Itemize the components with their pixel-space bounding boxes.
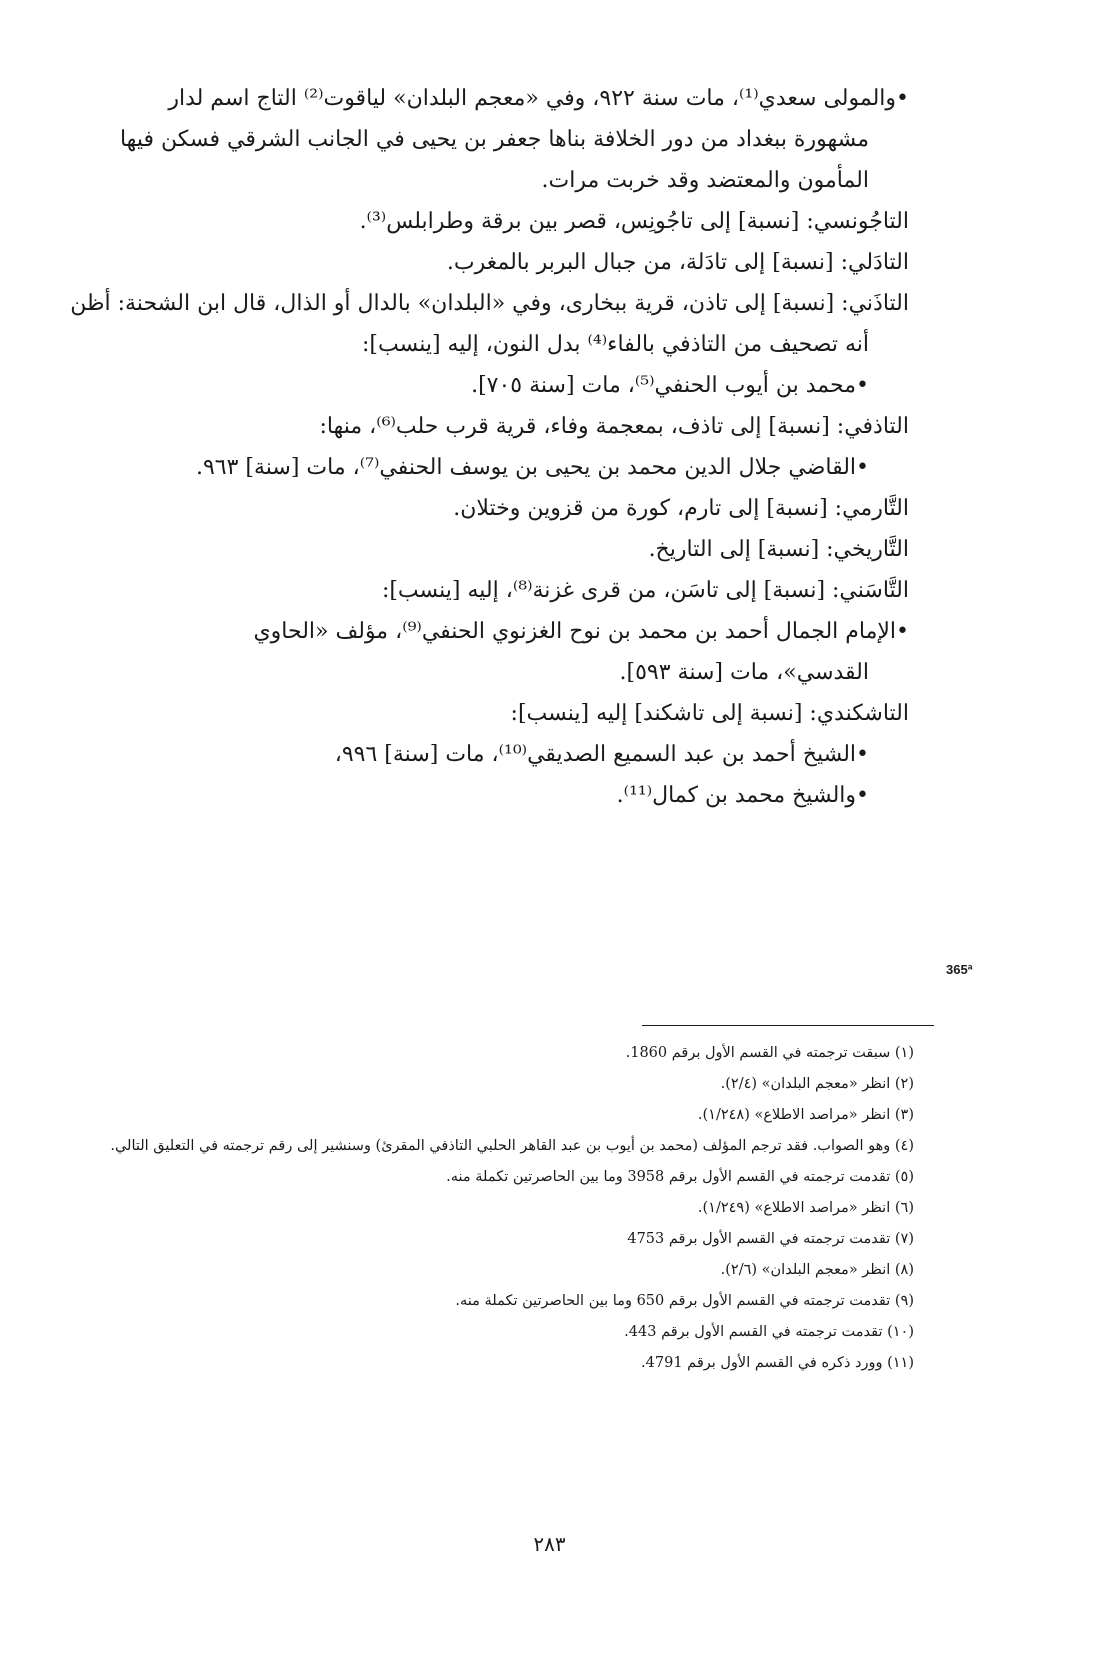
text-line: •القاضي جلال الدين محمد بن يحيى بن يوسف الحنفي⁽⁷⁾، مات [سنة] ٩٦٣. xyxy=(195,455,869,480)
footnote: (٥) تقدمت ترجمته في القسم الأول برقم 3958 وما بين الحاصرتين تكملة منه. xyxy=(446,1169,914,1185)
text-line: •الشيخ أحمد بن عبد السميع الصديقي⁽¹⁰⁾، مات [سنة] ٩٩٦، xyxy=(334,742,869,767)
entry-heading-line: التادَلي: [نسبة] إلى تادَلة، من جبال البربر بالمغرب. xyxy=(446,250,909,275)
text-line: •والشيخ محمد بن كمال⁽¹¹⁾. xyxy=(616,783,869,808)
text-line: القدسي»، مات [سنة ٥٩٣]. xyxy=(619,660,869,685)
entry-heading-line: التَّارمي: [نسبة] إلى تارم، كورة من قزوين وختلان. xyxy=(453,496,909,521)
entry-heading-line: التاذَني: [نسبة] إلى تاذن، قرية ببخارى، وفي «البلدان» بالدال أو الذال، قال ابن الشحنة: أظن xyxy=(70,291,909,316)
main-text xyxy=(70,78,909,816)
text-line: المأمون والمعتضد وقد خربت مرات. xyxy=(541,168,869,193)
entry-heading-line: التاجُونسي: [نسبة] إلى تاجُونِس، قصر بين برقة وطرابلس⁽³⁾. xyxy=(359,209,909,234)
entry-heading-line: التَّاسَني: [نسبة] إلى تاسَن، من قرى غزنة⁽⁸⁾، إليه [ينسب]: xyxy=(381,578,909,603)
text-line: •محمد بن أيوب الحنفي⁽⁵⁾، مات [سنة ٧٠٥]. xyxy=(471,373,869,398)
footnote: (١) سبقت ترجمته في القسم الأول برقم 1860. xyxy=(625,1045,914,1061)
entry-heading-line: التاذفي: [نسبة] إلى تاذف، بمعجمة وفاء، قرية قرب حلب⁽⁶⁾، منها: xyxy=(319,414,909,439)
footnote: (٨) انظر «معجم البلدان» (٢/٦). xyxy=(720,1262,914,1278)
folio-mark: 365ª xyxy=(946,962,973,977)
footnote: (١١) وورد ذكره في القسم الأول برقم 4791. xyxy=(641,1355,914,1371)
entry-heading-line: التاشكندي: [نسبة إلى تاشكند] إليه [ينسب]: xyxy=(510,701,909,726)
page-number: ٢٨٣ xyxy=(533,1532,566,1556)
text-line: أنه تصحيف من التاذفي بالفاء⁽⁴⁾ بدل النون، إليه [ينسب]: xyxy=(361,332,869,357)
footnote: (٣) انظر «مراصد الاطلاع» (١/٢٤٨). xyxy=(697,1107,914,1123)
text-line: •الإمام الجمال أحمد بن محمد بن نوح الغزنوي الحنفي⁽⁹⁾، مؤلف «الحاوي xyxy=(253,619,909,644)
text-line: •والمولى سعدي⁽¹⁾، مات سنة ٩٢٢، وفي «معجم البلدان» لياقوت⁽²⁾ التاج اسم لدار xyxy=(168,86,909,111)
footnote: (٩) تقدمت ترجمته في القسم الأول برقم 650 وما بين الحاصرتين تكملة منه. xyxy=(455,1293,914,1309)
footnote-separator xyxy=(642,1025,934,1026)
entry-heading-line: التَّاريخي: [نسبة] إلى التاريخ. xyxy=(648,537,909,562)
footnote: (٢) انظر «معجم البلدان» (٢/٤). xyxy=(720,1076,914,1092)
footnote: (٦) انظر «مراصد الاطلاع» (١/٢٤٩). xyxy=(697,1200,914,1216)
footnote: (٤) وهو الصواب. فقد ترجم المؤلف (محمد بن أيوب بن عبد القاهر الحلبي التاذفي المقرئ) وسنشير إلى رقم ترجمته في التعليق التالي. xyxy=(110,1138,914,1154)
footnotes xyxy=(94,1038,914,1379)
footnote: (٧) تقدمت ترجمته في القسم الأول برقم 4753 xyxy=(627,1231,914,1247)
text-line: مشهورة ببغداد من دور الخلافة بناها جعفر بن يحيى في الجانب الشرقي فسكن فيها xyxy=(119,127,869,152)
footnote: (١٠) تقدمت ترجمته في القسم الأول برقم 443. xyxy=(624,1324,914,1340)
